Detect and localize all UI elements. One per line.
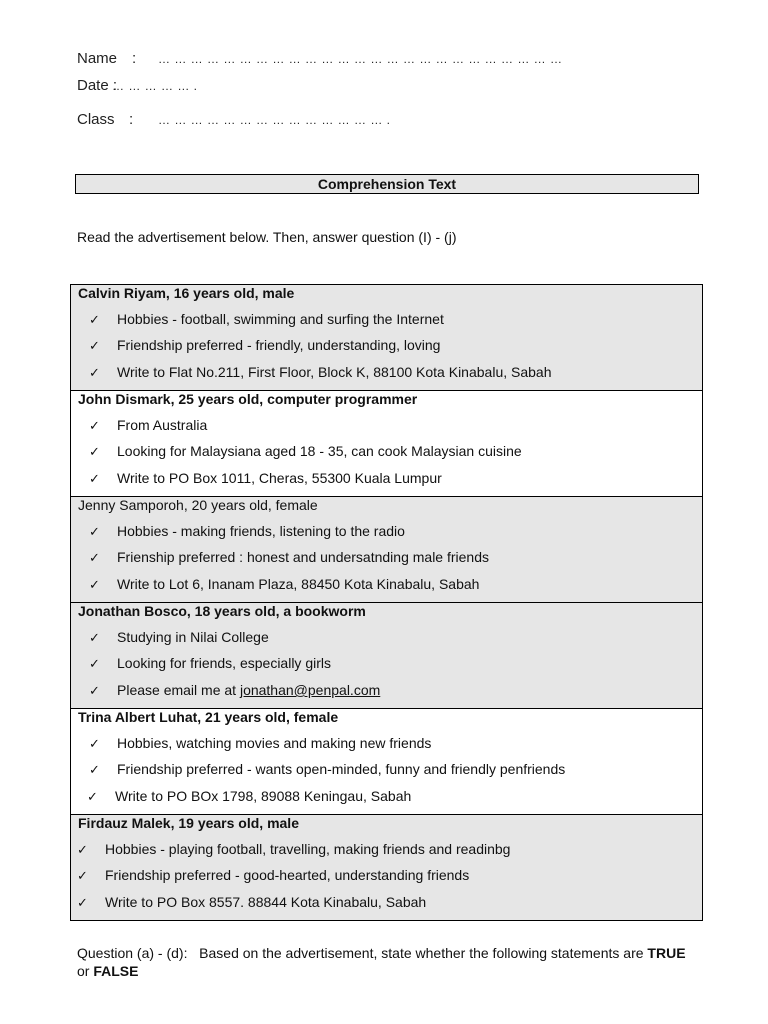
check-icon: ✓ xyxy=(89,338,100,353)
class-dots: … … … … … … … … … … … … … … . xyxy=(158,113,391,127)
ad-trina xyxy=(71,708,702,814)
check-icon: ✓ xyxy=(89,630,100,645)
ad-item: ✓ Looking for friends, especially girls xyxy=(89,655,331,671)
ad-item: ✓ Write to PO Box 1011, Cheras, 55300 Kuala Lumpur xyxy=(89,470,442,486)
class-field xyxy=(77,111,391,128)
class-colon: : xyxy=(129,111,134,128)
section-title: Comprehension Text xyxy=(75,174,699,194)
ad-item: ✓ Friendship preferred - wants open-minded, funny and friendly penfriends xyxy=(89,761,566,777)
ad-item: ✓ Write to PO BOx 1798, 89088 Keningau, Sabah xyxy=(87,788,412,804)
name-field xyxy=(77,50,563,67)
ad-item: ✓ Please email me at jonathan@penpal.com xyxy=(89,682,381,698)
date-label: Date : xyxy=(77,77,118,94)
check-icon: ✓ xyxy=(89,550,100,565)
name-dots: … … … … … … … … … … … … … … … … … … … … … … … … … xyxy=(158,52,563,66)
email-link[interactable]: jonathan@penpal.com xyxy=(239,682,381,698)
class-label: Class xyxy=(77,111,115,128)
true-word: TRUE xyxy=(647,945,686,961)
ad-heading: John Dismark, 25 years old, computer programmer xyxy=(78,391,418,407)
ad-heading: Firdauz Malek, 19 years old, male xyxy=(78,815,299,831)
ad-john xyxy=(71,390,702,496)
name-colon: : xyxy=(132,50,137,67)
advertisement-table xyxy=(70,284,703,921)
check-icon: ✓ xyxy=(89,656,100,671)
ad-item: ✓ Hobbies - football, swimming and surfing the Internet xyxy=(89,311,444,327)
ad-heading: Trina Albert Luhat, 21 years old, female xyxy=(78,709,339,725)
false-word: FALSE xyxy=(93,963,139,979)
ad-item: ✓ Write to Lot 6, Inanam Plaza, 88450 Kota Kinabalu, Sabah xyxy=(89,576,480,592)
or-word: or xyxy=(77,963,90,979)
question-text: Based on the advertisement, state whether the following statements are xyxy=(199,945,648,961)
ad-jonathan xyxy=(71,602,702,708)
check-icon: ✓ xyxy=(89,762,100,777)
check-icon: ✓ xyxy=(89,418,100,433)
ad-jenny xyxy=(71,496,702,602)
ad-item: ✓ Friendship preferred - good-hearted, understanding friends xyxy=(77,867,470,883)
check-icon: ✓ xyxy=(77,842,88,857)
ad-item: ✓ Frienship preferred : honest and undersatnding male friends xyxy=(89,549,489,565)
check-icon: ✓ xyxy=(89,471,100,486)
check-icon: ✓ xyxy=(89,312,100,327)
check-icon: ✓ xyxy=(89,577,100,592)
ad-heading: Calvin Riyam, 16 years old, male xyxy=(78,285,295,301)
check-icon: ✓ xyxy=(89,444,100,459)
date-field xyxy=(77,77,198,94)
check-icon: ✓ xyxy=(89,736,100,751)
check-icon: ✓ xyxy=(89,683,100,698)
ad-item: ✓ Looking for Malaysiana aged 18 - 35, can cook Malaysian cuisine xyxy=(89,443,522,459)
ad-item: ✓ Hobbies - making friends, listening to the radio xyxy=(89,523,405,539)
ad-firdauz xyxy=(71,814,702,920)
ad-item: ✓ Write to Flat No.211, First Floor, Block K, 88100 Kota Kinabalu, Sabah xyxy=(89,364,552,380)
ad-item: ✓ From Australia xyxy=(89,417,208,433)
check-icon: ✓ xyxy=(77,868,88,883)
check-icon: ✓ xyxy=(77,895,88,910)
ad-item: ✓ Friendship preferred - friendly, understanding, loving xyxy=(89,337,441,353)
ad-calvin xyxy=(71,285,702,390)
date-dots: … … … … … . xyxy=(112,79,198,93)
question-prefix: Question (a) - (d): xyxy=(77,945,188,961)
ad-item: ✓ Hobbies, watching movies and making new friends xyxy=(89,735,432,751)
check-icon: ✓ xyxy=(89,524,100,539)
ad-heading: Jonathan Bosco, 18 years old, a bookworm xyxy=(78,603,366,619)
check-icon: ✓ xyxy=(89,365,100,380)
question-instruction xyxy=(77,944,717,980)
instruction-text: Read the advertisement below. Then, answer question (I) - (j) xyxy=(77,229,457,245)
name-label: Name xyxy=(77,50,118,67)
check-icon: ✓ xyxy=(87,789,98,804)
ad-item: ✓ Studying in Nilai College xyxy=(89,629,269,645)
ad-heading: Jenny Samporoh, 20 years old, female xyxy=(78,497,318,513)
ad-item: ✓ Write to PO Box 8557. 88844 Kota Kinabalu, Sabah xyxy=(77,894,427,910)
ad-item: ✓ Hobbies - playing football, travelling, making friends and readinbg xyxy=(77,841,511,857)
